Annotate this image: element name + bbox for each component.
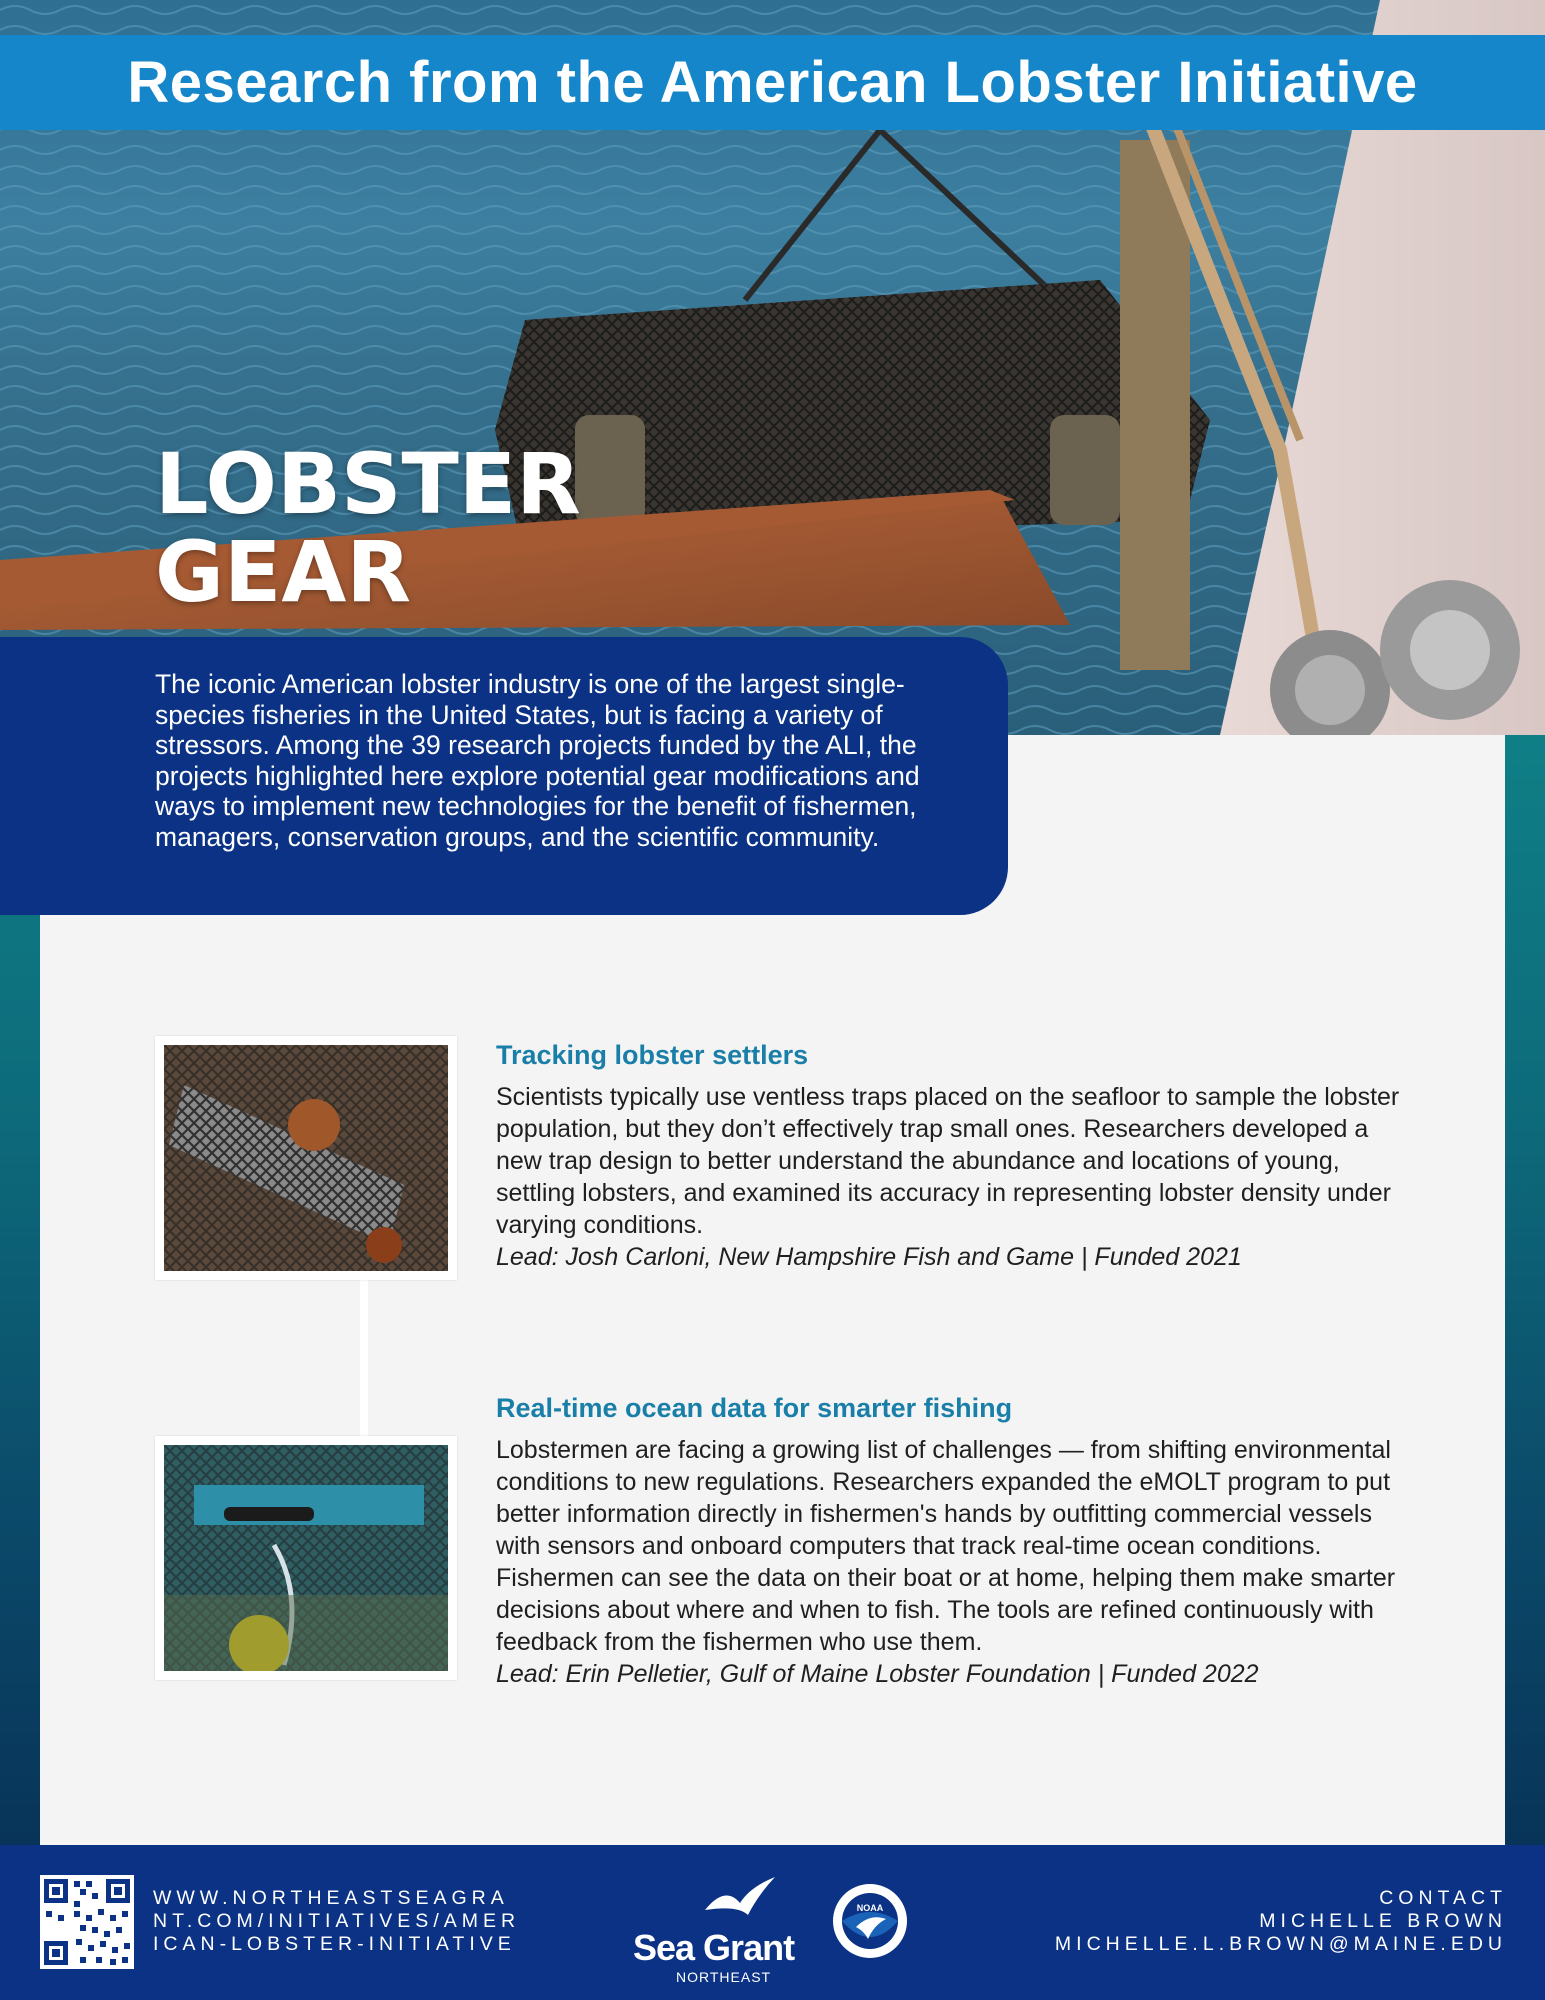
sea-grant-subtitle: NORTHEAST: [676, 1969, 772, 1985]
timeline-connector: [360, 1278, 368, 1438]
project-1-lead: Lead: Josh Carloni, New Hampshire Fish and Game | Funded 2021: [496, 1243, 1242, 1271]
footer-url-line-3: ICAN-LOBSTER-INITIATIVE: [153, 1933, 516, 1955]
project-1-body: Scientists typically use ventless traps placed on the seafloor to sample the lobster population, but they don’t effectively trap small ones. Researchers developed a new trap design to better understand the abundance and locations of young, settling lobsters, and examined its accuracy in representing lobster density under varying conditions.: [496, 1083, 1400, 1239]
project-2-body: Lobstermen are facing a growing list of challenges — from shifting environmental conditions to new regulations. Researchers expanded the eMOLT program to put better information directly in fishermen's hands by outfitting commercial vessels with sensors and onboard computers that track real-time ocean conditions. Fishermen can see the data on their boat or at home, helping them make smarter decisions about where and when to fish. The tools are refined continuously with feedback from the fishermen who use them.: [496, 1436, 1396, 1656]
noaa-logo-icon: [832, 1883, 908, 1959]
project-1-title: Tracking lobster settlers: [496, 1040, 809, 1070]
qr-code-icon: [40, 1875, 134, 1969]
project-1-photo: [155, 1036, 457, 1280]
sea-grant-name: Sea Grant: [633, 1927, 795, 1968]
trap-photo-1: [164, 1045, 448, 1271]
banner-title: Research from the American Lobster Initiative: [127, 50, 1418, 115]
contact-label: CONTACT: [1379, 1887, 1507, 1909]
hero-title-line-1: LOBSTER: [155, 435, 581, 533]
project-2-title: Real-time ocean data for smarter fishing: [496, 1393, 1013, 1423]
seagull-icon: [700, 1875, 780, 1925]
hero-title-line-2: GEAR: [155, 523, 412, 621]
footer-url[interactable]: [153, 1887, 520, 1956]
intro-box: [0, 637, 1008, 915]
footer-url-line-2: NT.COM/INITIATIVES/AMER: [153, 1910, 521, 1932]
footer: [0, 1845, 1545, 2000]
contact-email[interactable]: MICHELLE.L.BROWN@MAINE.EDU: [1054, 1933, 1507, 1955]
qr-code[interactable]: [40, 1875, 134, 1969]
hero-title: [155, 435, 581, 621]
noaa-label: NOAA: [856, 1903, 884, 1913]
contact-name: MICHELLE BROWN: [1259, 1910, 1507, 1932]
contact-block: [1055, 1887, 1507, 1956]
trap-photo-2: [164, 1445, 448, 1671]
project-2-lead: Lead: Erin Pelletier, Gulf of Maine Lobster Foundation | Funded 2022: [496, 1660, 1259, 1688]
project-2: [496, 1393, 1416, 1690]
intro-text: The iconic American lobster industry is one of the largest single-species fisheries in the United States, but is facing a variety of stressors. Among the 39 research projects funded by the ALI, the projects highlighted here explore potential gear modifications and ways to implement new technologies for the benefit of fishermen, managers, conservation groups, and the scientific community.: [155, 669, 920, 852]
header-banner: [0, 35, 1545, 130]
project-2-photo: [155, 1436, 457, 1680]
project-1: [496, 1040, 1416, 1273]
hero-photo: [0, 0, 1545, 735]
footer-url-line-1: WWW.NORTHEASTSEAGRA: [153, 1887, 509, 1909]
